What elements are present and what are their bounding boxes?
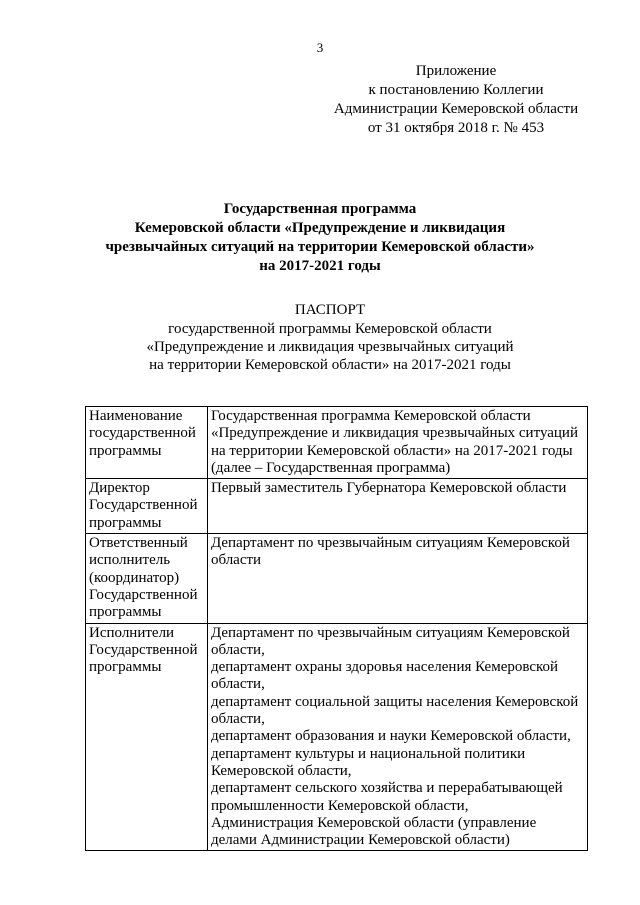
passport-subtitle-line: государственной программы Кемеровской области xyxy=(168,321,492,337)
passport-table xyxy=(85,406,588,851)
row-value-cell xyxy=(207,407,587,479)
value-line: области xyxy=(210,552,262,569)
appendix-line: Приложение xyxy=(415,63,497,79)
table-row xyxy=(86,407,588,479)
table-row xyxy=(86,479,588,534)
value-line: «Предупреждение и ликвидация чрезвычайных ситуаций xyxy=(210,425,578,442)
value-line: департамент охраны здоровья населения Кемеровской xyxy=(210,659,559,676)
passport-heading: ПАСПОРТ xyxy=(294,302,366,318)
value-line: делами Администрации Кемеровской области) xyxy=(210,832,510,849)
value-line: департамент социальной защиты населения Кемеровской xyxy=(210,693,579,710)
row-label-cell xyxy=(86,479,208,534)
label-line: Директор xyxy=(89,480,150,497)
label-line: Государственной xyxy=(89,641,198,658)
label-line: государственной xyxy=(89,425,196,442)
row-value-cell xyxy=(207,479,587,534)
label-line: исполнитель xyxy=(89,552,171,569)
value-line: промышленности Кемеровской области, xyxy=(210,797,469,814)
value-line: области, xyxy=(210,711,265,728)
label-line: программы xyxy=(89,659,162,676)
label-line: программы xyxy=(89,514,162,531)
appendix-line: к постановлению Коллегии xyxy=(368,82,544,98)
value-line: на территории Кемеровской области» на 2017-2021 годы xyxy=(210,442,573,459)
value-line: Департамент по чрезвычайным ситуациям Кемеровской xyxy=(210,624,570,641)
label-line: Исполнители xyxy=(89,624,175,641)
value-line: Кемеровской области, xyxy=(210,762,352,779)
label-line: Ответственный xyxy=(89,535,188,552)
program-title-line: Государственная программа xyxy=(223,201,417,217)
value-line: департамент культуры и национальной политики xyxy=(210,745,526,762)
table-row xyxy=(86,623,588,851)
value-line: области, xyxy=(210,676,265,693)
label-line: программы xyxy=(89,604,162,621)
passport-subtitle-line: на территории Кемеровской области» на 2017-2021 годы xyxy=(149,357,511,373)
page-number: 3 xyxy=(316,40,324,55)
label-line: Наименование xyxy=(89,408,183,424)
passport-heading-block xyxy=(0,301,640,374)
program-title-line: чрезвычайных ситуаций на территории Кемеровской области» xyxy=(105,239,535,255)
row-label-cell xyxy=(86,623,208,851)
value-line: (далее – Государственная программа) xyxy=(210,459,451,476)
row-label-cell xyxy=(86,534,208,623)
value-line: Администрация Кемеровской области (управление xyxy=(210,814,537,831)
program-title-line: на 2017-2021 годы xyxy=(259,258,381,274)
program-title-line: Кемеровской области «Предупреждение и ликвидация xyxy=(134,220,506,236)
appendix-line: от 31 октября 2018 г. № 453 xyxy=(367,120,545,136)
program-title xyxy=(0,200,640,276)
passport-subtitle-line: «Предупреждение и ликвидация чрезвычайных ситуаций xyxy=(146,339,514,355)
row-label-cell xyxy=(86,407,208,479)
value-line: Первый заместитель Губернатора Кемеровской области xyxy=(210,480,567,497)
value-line: области, xyxy=(210,641,265,658)
value-line: Департамент по чрезвычайным ситуациям Кемеровской xyxy=(210,535,570,552)
label-line: Государственной xyxy=(89,586,198,603)
label-line: Государственной xyxy=(89,497,198,514)
row-value-cell xyxy=(207,623,587,851)
value-line: департамент образования и науки Кемеровской области, xyxy=(210,728,571,745)
row-value-cell xyxy=(207,534,587,623)
appendix-line: Администрации Кемеровской области xyxy=(333,101,579,117)
table-row xyxy=(86,534,588,623)
appendix-block xyxy=(318,62,594,138)
label-line: программы xyxy=(89,442,162,459)
value-line: Государственная программа Кемеровской области xyxy=(210,408,531,424)
value-line: департамент сельского хозяйства и перерабатывающей xyxy=(210,780,563,797)
label-line: (координатор) xyxy=(89,569,180,586)
